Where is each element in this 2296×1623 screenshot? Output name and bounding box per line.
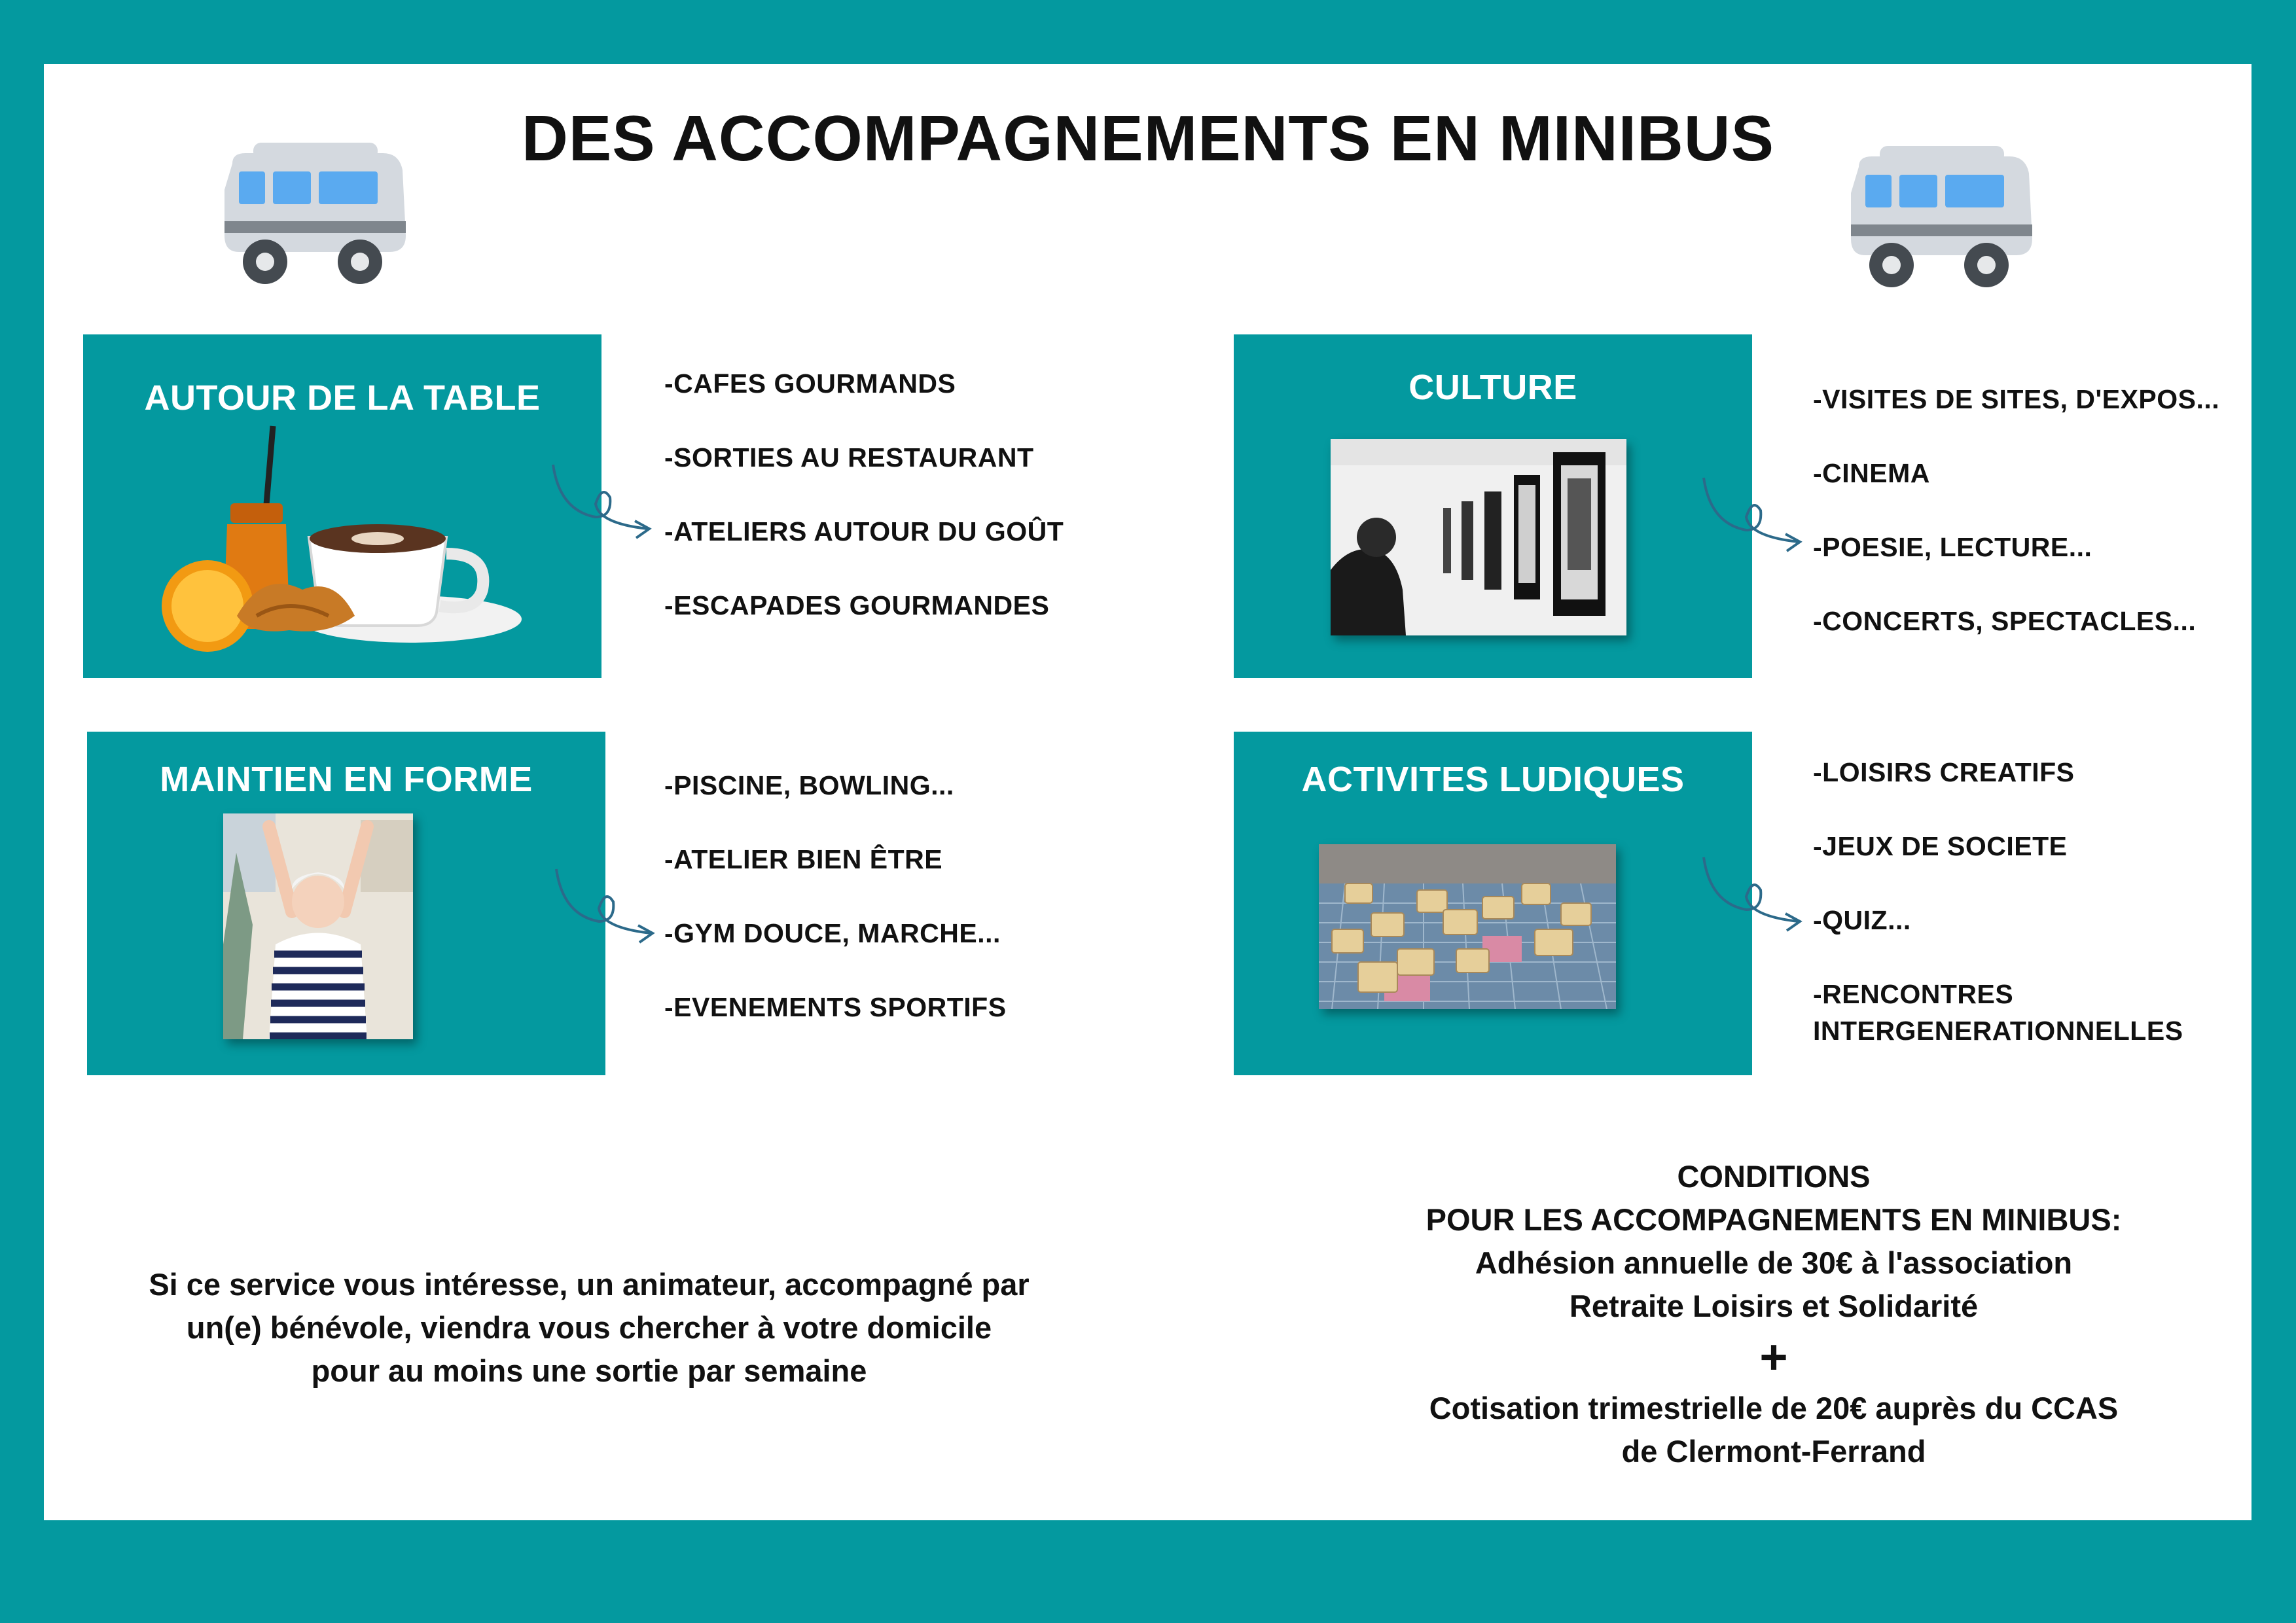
conditions-heading: CONDITIONS [1677, 1159, 1871, 1194]
list-culture [1813, 381, 2219, 677]
list-autour-de-la-table [664, 365, 1064, 661]
conditions-block [1342, 1155, 2206, 1473]
plus-sign: + [1759, 1330, 1788, 1384]
curved-arrow-icon [1700, 851, 1805, 936]
minibus-icon [219, 137, 409, 288]
card-title: CULTURE [1408, 368, 1577, 407]
conditions-subheading: POUR LES ACCOMPAGNEMENTS EN MINIBUS: [1426, 1202, 2122, 1237]
list-item: -QUIZ... [1813, 905, 1911, 935]
conditions-line: Adhésion annuelle de 30€ à l'association [1475, 1245, 2073, 1280]
card-title: MAINTIEN EN FORME [160, 760, 533, 799]
list-item: -POESIE, LECTURE... [1813, 532, 2092, 562]
page-title: DES ACCOMPAGNEMENTS EN MINIBUS [522, 102, 1774, 174]
board-game-photo [1319, 844, 1616, 1009]
minibus-icon [1846, 141, 2036, 291]
list-item: -PISCINE, BOWLING... [664, 770, 954, 800]
conditions-line: Retraite Loisirs et Solidarité [1569, 1289, 1979, 1323]
info-line: pour au moins une sortie par semaine [311, 1353, 867, 1388]
list-item: -VISITES DE SITES, D'EXPOS... [1813, 384, 2220, 414]
curved-arrow-icon [550, 458, 655, 543]
list-maintien-en-forme [664, 767, 1007, 1063]
curved-arrow-icon [553, 863, 658, 948]
exercise-photo [223, 813, 413, 1039]
info-line: un(e) bénévole, viendra vous chercher à votre domicile [186, 1310, 992, 1345]
conditions-line: de Clermont-Ferrand [1621, 1434, 1926, 1469]
list-item: -LOISIRS CREATIFS [1813, 757, 2075, 787]
card-title: ACTIVITES LUDIQUES [1301, 760, 1685, 799]
list-item: -CINEMA [1813, 458, 1930, 488]
card-activites-ludiques [1234, 732, 1752, 1075]
service-info [85, 1263, 1093, 1393]
card-autour-de-la-table [83, 334, 601, 678]
gallery-photo [1331, 439, 1626, 635]
food-illustration [158, 419, 525, 655]
list-item: -ATELIER BIEN ÊTRE [664, 844, 943, 874]
conditions-line: Cotisation trimestrielle de 20€ auprès du CCAS [1429, 1391, 2119, 1425]
list-item: -JEUX DE SOCIETE [1813, 831, 2068, 861]
card-maintien-en-forme [87, 732, 605, 1075]
list-item: -EVENEMENTS SPORTIFS [664, 992, 1007, 1022]
list-item: -CONCERTS, SPECTACLES... [1813, 606, 2197, 636]
list-item: -RENCONTRES INTERGENERATIONNELLES [1813, 979, 2183, 1046]
list-item: -ATELIERS AUTOUR DU GOÛT [664, 516, 1064, 546]
list-item: -ESCAPADES GOURMANDES [664, 590, 1050, 620]
card-title: AUTOUR DE LA TABLE [144, 378, 541, 418]
card-culture [1234, 334, 1752, 678]
curved-arrow-icon [1700, 471, 1805, 556]
list-activites-ludiques [1813, 754, 2232, 1086]
info-line: Si ce service vous intéresse, un animateur, accompagné par [149, 1267, 1030, 1302]
list-item: -SORTIES AU RESTAURANT [664, 442, 1034, 473]
list-item: -GYM DOUCE, MARCHE... [664, 918, 1001, 948]
list-item: -CAFES GOURMANDS [664, 368, 956, 399]
